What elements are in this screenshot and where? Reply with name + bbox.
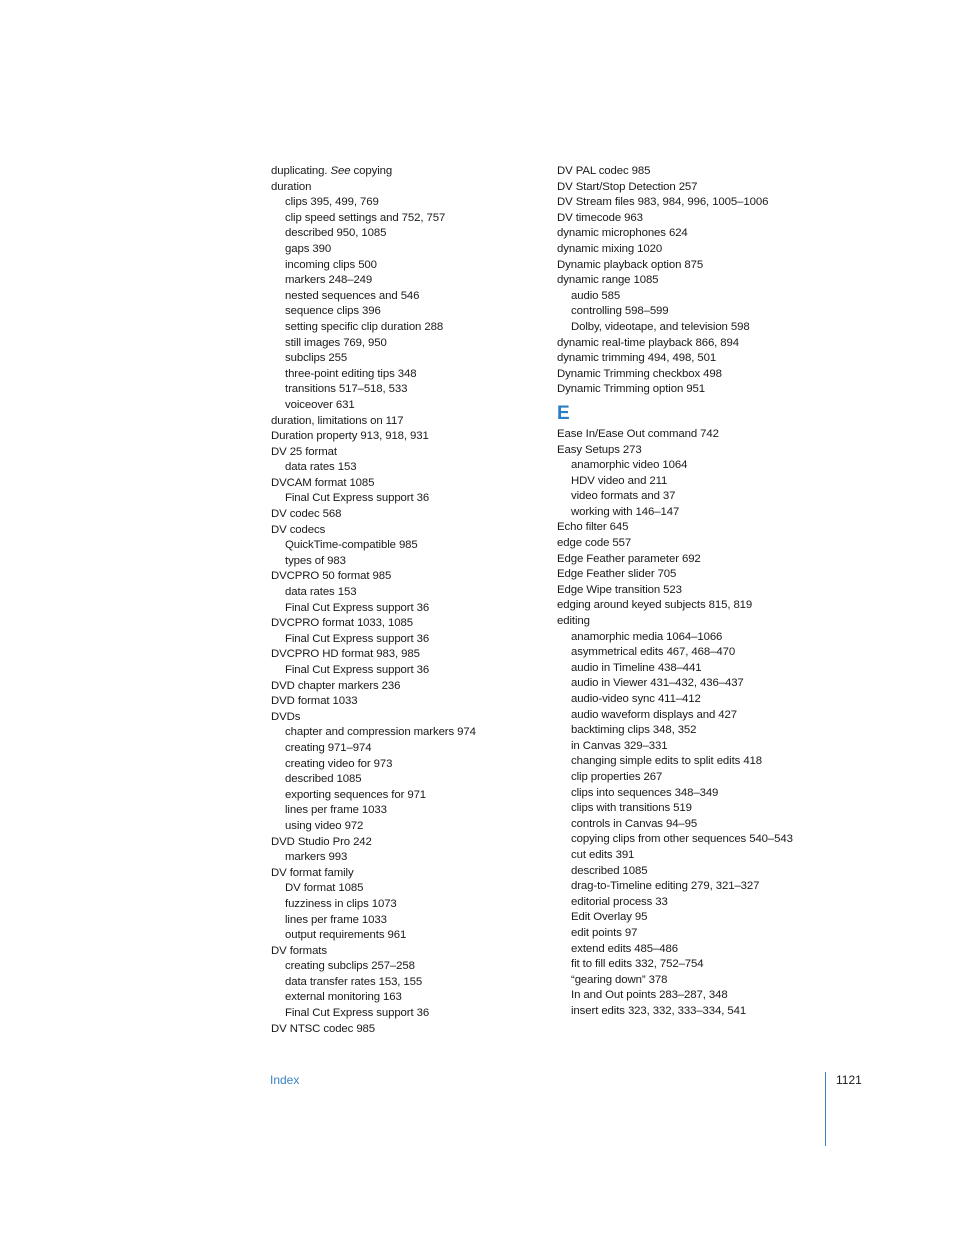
index-subentry: copying clips from other sequences 540–543 [571, 833, 793, 846]
index-subentry: changing simple edits to split edits 418 [571, 755, 763, 768]
index-subentry: anamorphic video 1064 [571, 459, 688, 472]
index-entry: DV codec 568 [271, 508, 342, 521]
index-entry: DV 25 format [271, 445, 337, 458]
index-subentry: controlling 598–599 [571, 305, 669, 318]
index-subentry: working with 146–147 [571, 505, 680, 518]
index-subentry: editorial process 33 [571, 895, 668, 908]
index-entry-term: duplicating. [271, 165, 331, 177]
index-subentry: insert edits 323, 332, 333–334, 541 [571, 1004, 747, 1017]
index-subentry: markers 993 [285, 851, 348, 864]
index-entry: Echo filter 645 [557, 521, 629, 534]
index-subentry: data transfer rates 153, 155 [285, 975, 423, 988]
index-entry [271, 164, 541, 180]
index-entry: DV Start/Stop Detection 257 [557, 180, 698, 193]
index-entry: Duration property 913, 918, 931 [271, 430, 429, 443]
index-subentry: anamorphic media 1064–1066 [571, 630, 723, 643]
page-number: 1121 [836, 1073, 862, 1087]
index-subentry: fuzziness in clips 1073 [285, 897, 397, 910]
index-subentry: incoming clips 500 [285, 258, 377, 271]
index-subentry: described 950, 1085 [285, 227, 387, 240]
index-subentry: extend edits 485–486 [571, 942, 678, 955]
index-entry: Dynamic Trimming checkbox 498 [557, 367, 722, 380]
footer-section-label: Index [270, 1073, 300, 1087]
index-column-right [557, 164, 857, 1019]
index-entry: Dynamic playback option 875 [557, 258, 704, 271]
index-entry: DV PAL codec 985 [557, 165, 651, 177]
index-subentry: creating video for 973 [285, 757, 393, 770]
index-subentry: exporting sequences for 971 [285, 788, 427, 801]
index-entry: DVCPRO HD format 983, 985 [271, 648, 420, 661]
index-subentry: external monitoring 163 [285, 991, 402, 1004]
index-subentry: still images 769, 950 [285, 336, 387, 349]
index-subentry: setting specific clip duration 288 [285, 320, 444, 333]
index-subentry: Edit Overlay 95 [571, 911, 648, 924]
index-entry: dynamic microphones 624 [557, 227, 688, 240]
index-subentry: “gearing down” 378 [571, 973, 668, 986]
index-entry: duration, limitations on 117 [271, 414, 404, 427]
index-entry: dynamic range 1085 [557, 274, 659, 287]
index-entry: dynamic mixing 1020 [557, 242, 663, 255]
index-subentry: Final Cut Express support 36 [285, 1007, 430, 1020]
index-subentry: Dolby, videotape, and television 598 [571, 320, 750, 333]
index-entry: DVDs [271, 710, 301, 723]
index-subentry: drag-to-Timeline editing 279, 321–327 [571, 880, 760, 893]
index-subentry: QuickTime-compatible 985 [285, 539, 418, 552]
index-subentry: video formats and 37 [571, 490, 676, 503]
index-subentry: output requirements 961 [285, 929, 407, 942]
index-entry: DV timecode 963 [557, 211, 643, 224]
index-subentry: clips into sequences 348–349 [571, 786, 719, 799]
index-entry: DV format family [271, 866, 354, 879]
index-subentry: DV format 1085 [285, 882, 364, 895]
index-subentry: described 1085 [571, 864, 648, 877]
index-entry: Edge Feather slider 705 [557, 568, 677, 581]
index-subentry: data rates 153 [285, 586, 357, 599]
footer-divider [825, 1072, 826, 1146]
index-subentry: clip properties 267 [571, 770, 663, 783]
index-subentry: three-point editing tips 348 [285, 367, 417, 380]
index-entry: DV Stream files 983, 984, 996, 1005–1006 [557, 196, 769, 209]
index-subentry: fit to fill edits 332, 752–754 [571, 958, 704, 971]
index-subentry: gaps 390 [285, 242, 332, 255]
index-entry: DVD format 1033 [271, 695, 358, 708]
index-subentry: lines per frame 1033 [285, 913, 387, 926]
index-subentry: clip speed settings and 752, 757 [285, 211, 446, 224]
index-subentry: asymmetrical edits 467, 468–470 [571, 646, 736, 659]
index-section-letter: E [557, 402, 570, 424]
index-subentry: In and Out points 283–287, 348 [571, 989, 728, 1002]
index-entry: DV NTSC codec 985 [271, 1022, 376, 1035]
index-subentry: creating subclips 257–258 [285, 960, 415, 973]
index-subentry: clips 395, 499, 769 [285, 196, 379, 209]
index-subentry: nested sequences and 546 [285, 289, 420, 302]
index-entry: dynamic real-time playback 866, 894 [557, 336, 740, 349]
see-reference: See [330, 165, 351, 177]
index-entry: Easy Setups 273 [557, 443, 642, 456]
index-entry: DVD chapter markers 236 [271, 679, 401, 692]
index-subentry: voiceover 631 [285, 398, 355, 411]
index-subentry: cut edits 391 [571, 848, 635, 861]
index-subentry: Final Cut Express support 36 [285, 664, 430, 676]
index-entry: DV formats [271, 944, 327, 957]
index-subentry: lines per frame 1033 [285, 804, 387, 817]
index-subentry: edit points 97 [571, 926, 638, 939]
index-subentry: clips with transitions 519 [571, 802, 692, 815]
index-entry: editing [557, 615, 590, 628]
index-subentry: chapter and compression markers 974 [285, 726, 476, 739]
index-subentry: data rates 153 [285, 461, 357, 474]
index-entry: DVD Studio Pro 242 [271, 835, 372, 848]
index-subentry: audio in Timeline 438–441 [571, 661, 702, 674]
index-entry: dynamic trimming 494, 498, 501 [557, 352, 717, 365]
index-subentry: Final Cut Express support 36 [285, 601, 430, 614]
index-entry: edge code 557 [557, 537, 632, 550]
index-subentry: subclips 255 [285, 352, 348, 365]
index-subentry: audio-video sync 411–412 [571, 693, 701, 705]
index-subentry: controls in Canvas 94–95 [571, 817, 698, 830]
index-entry: Edge Wipe transition 523 [557, 583, 682, 596]
index-subentry: Final Cut Express support 36 [285, 492, 430, 505]
index-subentry: Final Cut Express support 36 [285, 632, 430, 645]
index-entry: Dynamic Trimming option 951 [557, 383, 705, 396]
index-subentry: types of 983 [285, 554, 346, 567]
index-entry: DVCAM format 1085 [271, 476, 375, 489]
index-entry: Ease In/Ease Out command 742 [557, 427, 719, 440]
index-entry: duration [271, 180, 312, 193]
index-column-left [271, 164, 541, 1037]
index-subentry: HDV video and 211 [571, 474, 668, 487]
index-subentry: audio in Viewer 431–432, 436–437 [571, 677, 744, 690]
index-subentry: using video 972 [285, 819, 364, 832]
index-subentry: described 1085 [285, 773, 362, 786]
index-entry: DVCPRO format 1033, 1085 [271, 617, 413, 630]
index-subentry: in Canvas 329–331 [571, 739, 668, 752]
index-subentry: creating 971–974 [285, 741, 372, 754]
index-subentry: audio waveform displays and 427 [571, 708, 737, 721]
index-subentry: markers 248–249 [285, 274, 373, 287]
index-subentry: audio 585 [571, 289, 621, 302]
index-entry: edging around keyed subjects 815, 819 [557, 599, 753, 612]
index-entry: DVCPRO 50 format 985 [271, 570, 392, 583]
see-target: copying [350, 165, 393, 177]
index-subentry: sequence clips 396 [285, 305, 381, 318]
index-entry: Edge Feather parameter 692 [557, 552, 701, 565]
index-subentry: backtiming clips 348, 352 [571, 724, 697, 737]
index-entry: DV codecs [271, 523, 326, 536]
index-subentry: transitions 517–518, 533 [285, 383, 408, 396]
